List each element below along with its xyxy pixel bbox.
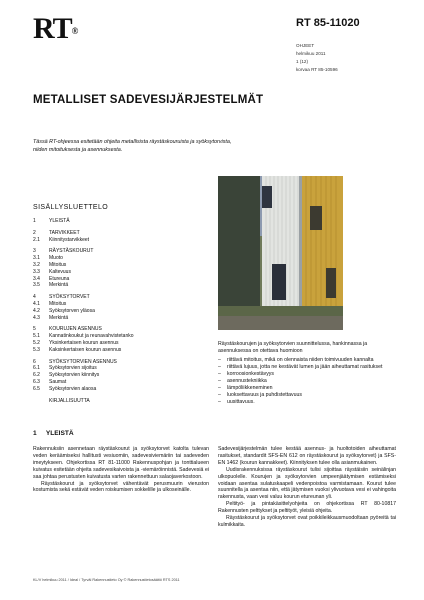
list-item: – riittävä lujuus, jotta ne kestävät lumen ja jään aiheuttamat rasitukset: [218, 364, 393, 371]
toc-number: 4.2: [33, 307, 40, 314]
toc-number: 5.2: [33, 339, 40, 346]
list-item: – luoksettavuus ja puhdistettavuus: [218, 392, 393, 399]
toc-number: 1: [33, 218, 36, 224]
photo-graphic: [218, 176, 343, 330]
toc-label: Syöksytorven yläosa: [49, 307, 95, 314]
toc-number: 6.2: [33, 372, 40, 379]
toc-item: [33, 248, 134, 255]
toc-label: Kaksinkertaisen kourun asennus: [49, 346, 122, 353]
toc-item: [33, 269, 134, 276]
toc-heading: SISÄLLYSLUETTELO: [33, 204, 109, 211]
toc-label: KIRJALLISUUTTA: [49, 397, 90, 404]
toc-item: [33, 308, 134, 315]
toc-item: [33, 218, 134, 225]
toc-item: [33, 315, 134, 322]
toc-item: [33, 282, 134, 289]
toc-label: Mitoitus: [49, 261, 67, 268]
toc-number: 5.1: [33, 333, 40, 340]
toc-number: 5.3: [33, 346, 40, 353]
toc-label: TARVIKKEET: [49, 229, 80, 236]
toc-number: 3: [33, 248, 36, 255]
toc-number: [33, 398, 49, 405]
meta-line: OHJEET: [296, 43, 315, 48]
list-item: – uusittavuus.: [218, 399, 393, 406]
considerations-list: [218, 357, 393, 406]
toc-number: 6.1: [33, 365, 40, 372]
section-title: YLEISTÄ: [45, 430, 74, 437]
toc-number: 4.1: [33, 300, 40, 307]
toc-item: [33, 398, 134, 405]
toc-label: RÄYSTÄSKOURUT: [49, 248, 94, 255]
toc-item: [33, 237, 134, 244]
toc-item: [33, 347, 134, 354]
toc-label: KOURUJEN ASENNUS: [49, 326, 102, 333]
toc-label: Saumat: [49, 378, 67, 385]
section-heading: [33, 430, 74, 437]
rt-logo: RT®: [33, 12, 78, 45]
building-photo: [218, 176, 343, 330]
body-column-left: [33, 446, 209, 494]
toc-label: Syöksytorvien alaosa: [49, 385, 97, 392]
document-meta: [296, 42, 338, 74]
section-number: 1: [33, 430, 37, 437]
list-item: – lämpöliikkeneminen: [218, 385, 393, 392]
body-paragraph: Räystäskourut ja syöksytorvet vähentävät perusmuurin vieruston kostumista sekä estävät veden roiskumisen sokkelille ja ulkoseinälle.: [33, 480, 209, 494]
toc-item: [33, 255, 134, 262]
toc-item: [33, 294, 134, 301]
toc-number: 3.2: [33, 261, 40, 268]
toc-item: [33, 365, 134, 372]
toc-item: [33, 276, 134, 283]
toc-label: Kannatinkoukut ja reunavahvistetanko: [49, 333, 134, 340]
toc-label: Merkintä: [49, 282, 69, 289]
toc-item: [33, 262, 134, 269]
meta-line: helmikuu 2011: [296, 51, 326, 56]
meta-line: 1 (12): [296, 59, 309, 64]
toc-number: 6.5: [33, 385, 40, 392]
toc-item: [33, 230, 134, 237]
toc-number: 3.1: [33, 255, 40, 262]
lead-paragraph: Tässä RT-ohjeessa esitetään ohjeita metallisista räystäskouruista ja syöksytorvista, niiden mitoituksesta ja asennuksesta.: [33, 139, 232, 153]
body-paragraph: Sadevesijärjestelmän tulee kestää asennus- ja huoltotoiden aiheuttamat rasitukset, standardit SFS-EN 612 on räystäskourut ja syöksytorvet) ja SFS-EN 1462 (kourun kannakkeet). Kiinnityksen tulee olla asianmukainen.: [218, 446, 396, 466]
toc-number: 3.3: [33, 268, 40, 275]
toc-label: Syöksytorvien kiinnitys: [49, 372, 100, 379]
toc-label: SYÖKSYTORVET: [49, 294, 90, 301]
table-of-contents: [33, 218, 134, 404]
toc-number: 2: [33, 229, 36, 236]
toc-label: Etureuna: [49, 275, 70, 282]
toc-number: 5: [33, 326, 36, 333]
toc-item: [33, 379, 134, 386]
body-paragraph: Uudisrakennuksissa räystäskourut tulisi sijoittaa räystäisiin seinälinjan ulkopuolelle. Kourujen ja syöksytorvien umpeenjäätymisen estämiseksi voidaan asentaa sulatuskaapeli vedenpoistoa varmistamaan. Kourut tulee suunnitella ja asentaa niin, että jätymisen vuoksi ylivuotava vesi ei vahingoita rakennusta, vaan vesi valuu kourun etureunan yli.: [218, 466, 396, 501]
body-paragraph: Räystäskourut ja syöksytorvet ovat poikkileikkausmuodoltaan pyöreitä tai kulmikkaita.: [218, 515, 396, 528]
toc-label: Merkintä: [49, 314, 69, 321]
toc-item: [33, 359, 134, 366]
toc-item: [33, 386, 134, 393]
toc-number: 3.5: [33, 282, 40, 289]
page-title: METALLISET SADEVESIJÄRJESTELMÄT: [33, 94, 264, 106]
toc-label: YLEISTÄ: [49, 218, 70, 224]
toc-label: Kaltevuus: [49, 268, 71, 275]
toc-label: Mitoitus: [49, 300, 67, 307]
toc-label: Kiinnitystarvikkeet: [49, 236, 90, 243]
meta-line: korvaa RT 85-10596: [296, 67, 338, 72]
toc-label: SYÖKSYTORVIEN ASENNUS: [49, 358, 117, 365]
toc-label: Muoto: [49, 255, 63, 262]
toc-item: [33, 301, 134, 308]
toc-number: 3.4: [33, 275, 40, 282]
body-paragraph: Peltityö- ja pintakäsittelyohjeita on ohjekortissa RT 80-10817 Rakennusten pelttykset ja peltityöt, yleisiä ohjeita.: [218, 501, 396, 515]
list-item: – korroosionkestävyys: [218, 371, 393, 378]
toc-item: [33, 333, 134, 340]
body-paragraph: Rakennuksiin asennetaan räystäskourut ja syöksytorvet katolta tulevan veden keräämiseksi hallitusti vesiuomiin, sadevesiviemäriin tai sadeveden imeytykseen. Ohjekortissa RT 81-11000 Rakennuspohjan ja tonttialueen kuivatus esitetään ohjeita sadevesikaivoista ja -viemäröinnistä. Sadevesiä ei saa johtaa perustusten kuivatusta varten rakennettuun salaojaverkostoon.: [33, 446, 209, 480]
toc-number: 2.1: [33, 236, 40, 243]
toc-item: [33, 372, 134, 379]
body-column-right: [218, 446, 396, 529]
toc-label: Syöksytorvien sijoitus: [49, 365, 97, 372]
document-number: RT 85-11020: [296, 17, 360, 29]
intro-text: Räystäskourujen ja syöksytorvien suunnittelussa, hankinnassa ja asennuksessa on otettava huomioon: [218, 341, 368, 354]
toc-label: Yksinkertaisen kourun asennus: [49, 339, 119, 346]
toc-item: [33, 340, 134, 347]
list-item: – riittävä mitoitus, mikä on olennaista niiden toimivuuden kannalta: [218, 357, 393, 364]
toc-number: 6: [33, 358, 36, 365]
toc-number: 4.3: [33, 314, 40, 321]
list-item: – asennustekniikka: [218, 378, 393, 385]
toc-number: 6.3: [33, 378, 40, 385]
toc-item: [33, 326, 134, 333]
toc-number: 4: [33, 294, 36, 301]
footer: KL/V helmikuu 2011 / Ideal / Tyrväl Rakennustieto Oy © Rakennustietosäätiö RTS 2011: [33, 578, 180, 582]
